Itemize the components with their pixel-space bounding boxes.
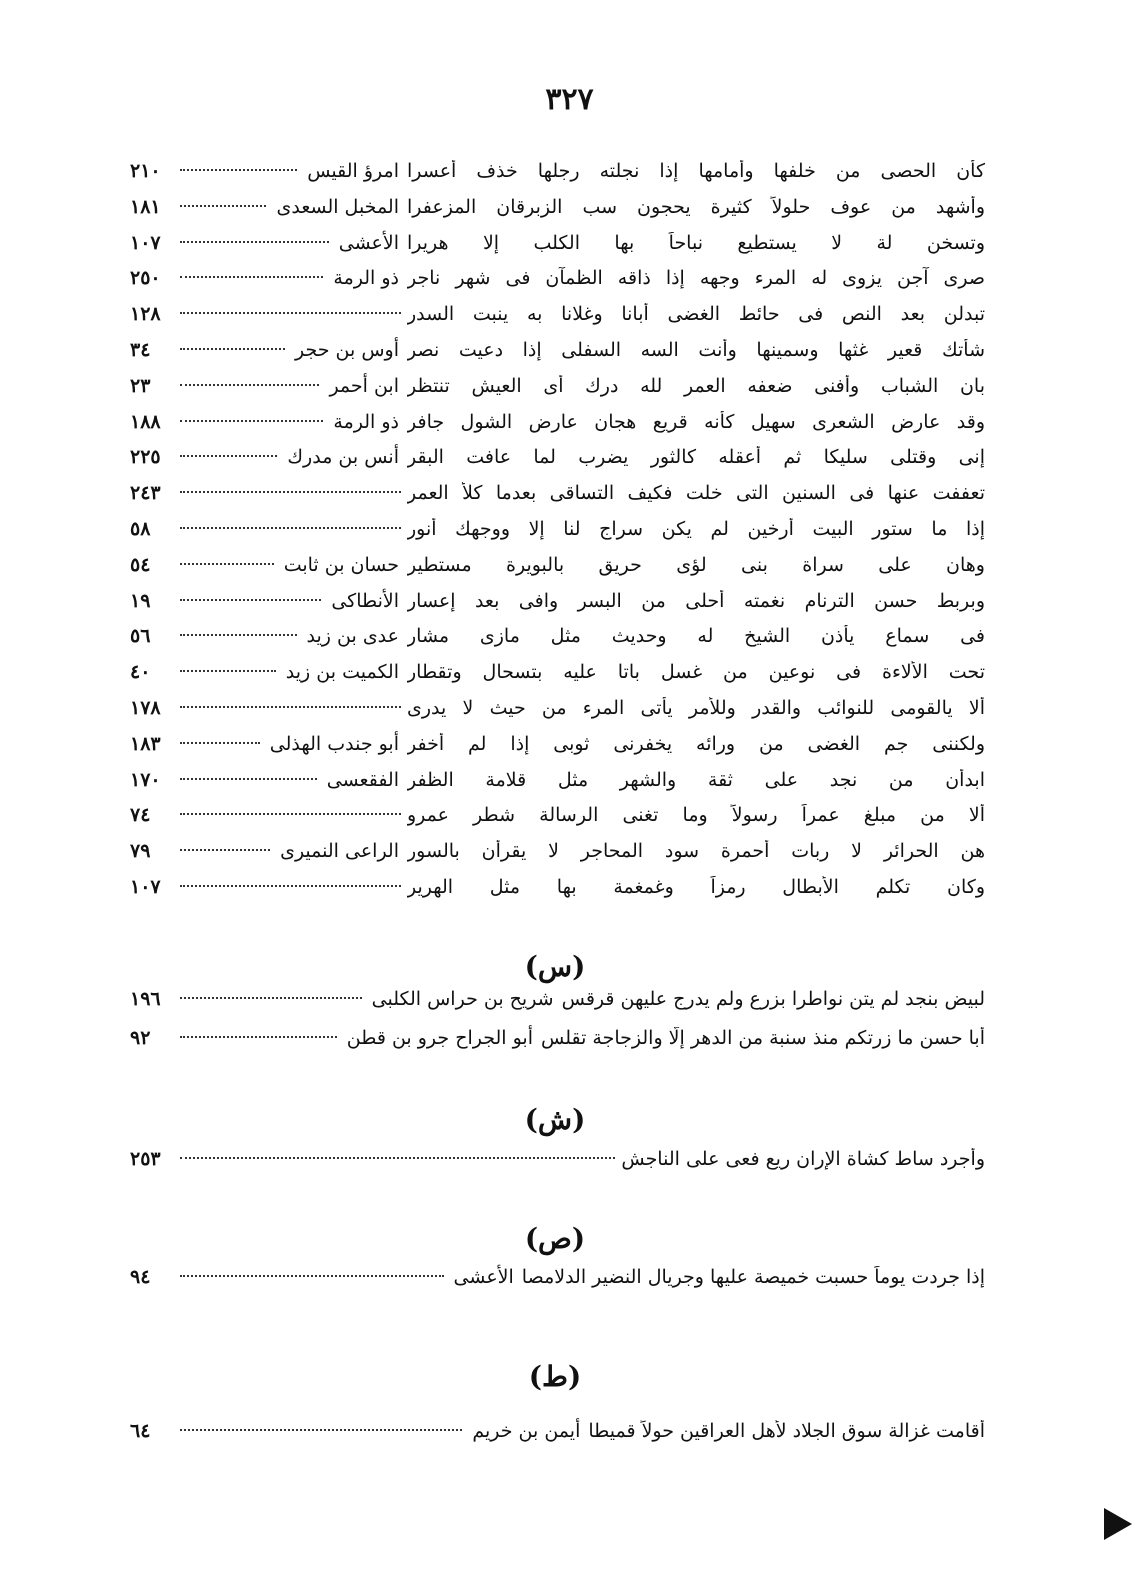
poet-name: عدى بن زيد xyxy=(306,625,399,647)
poet-name: الأعشى xyxy=(338,232,399,254)
page-reference: ٢٥٠ xyxy=(130,267,161,289)
page-number: ٣٢٧ xyxy=(545,82,594,117)
poet-name: حسان بن ثابت xyxy=(283,554,399,576)
poet-name: امرؤ القيس xyxy=(307,160,399,182)
poet-name: الكميت بن زيد xyxy=(285,661,399,683)
verse-text: ابدأن من نجد على ثقة والشهر مثل قلامة الظفر xyxy=(407,769,985,791)
verse-text: شأتك قعير غثها وسمينها وأنت السه السفلى إذا دعيت نصر xyxy=(407,339,985,361)
page-reference: ١٠٧ xyxy=(130,232,161,254)
dot-leader xyxy=(180,455,277,457)
dot-leader xyxy=(180,205,266,207)
verse-text: ألا يالقومى للنوائب والقدر وللأمر يأتى المرء من حيث لا يدرى xyxy=(407,697,985,719)
verse-text: وأجرد ساط كشاة الإران ريع فعى على الناجش xyxy=(621,1148,985,1170)
dot-leader xyxy=(180,527,401,529)
dot-leader xyxy=(180,1275,444,1277)
page-reference: ٦٤ xyxy=(130,1420,151,1442)
poet-name: ذو الرمة xyxy=(333,411,399,433)
poet-name: الأنطاكى xyxy=(331,590,399,612)
page-reference: ٥٤ xyxy=(130,554,151,576)
page-reference: ٢١٠ xyxy=(130,160,161,182)
dot-leader xyxy=(180,1036,337,1038)
verse-text: وتسخن لة لا يستطيع نباحاً بها الكلب إلا هريرا xyxy=(407,232,985,254)
poet-name: الراعى النميرى xyxy=(280,840,399,862)
dot-leader xyxy=(180,348,285,350)
verse-row xyxy=(130,446,985,480)
poet-name: أنس بن مدرك xyxy=(287,446,399,468)
dot-leader xyxy=(180,384,319,386)
dot-leader xyxy=(180,491,401,493)
page-reference: ١٩ xyxy=(130,590,151,612)
page-reference: ٩٢ xyxy=(130,1027,151,1049)
page-reference: ٩٤ xyxy=(130,1266,151,1288)
poet-name: الفقعسى xyxy=(326,769,399,791)
verse-text: تبدلن بعد النص فى حائط الغضى أبانا وغلانا به ينبت السدر xyxy=(407,303,985,325)
verse-text: وأشهد من عوف حلولاً كثيرة يحجون سب الزبرقان المزعفرا xyxy=(407,196,985,218)
poet-name: أبو جندب الهذلى xyxy=(269,733,399,755)
poet-name: المخبل السعدى xyxy=(276,196,399,218)
section-letter-heading: (ش) xyxy=(524,1103,586,1136)
dot-leader xyxy=(180,885,401,887)
section-letter-heading: (ص) xyxy=(524,1222,586,1255)
dot-leader xyxy=(180,420,323,422)
verse-text: لبيض بنجد لم يتن نواطرا بزرع ولم يدرج عليهن قرقس xyxy=(561,988,985,1010)
verse-text: تحت الألاءة فى نوعين من غسل باتا عليه بتسحال وتقطار xyxy=(407,661,985,683)
verse-row xyxy=(130,590,985,624)
verse-text: وبربط حسن الترنام نغمته أحلى من البسر وافى بعد إعسار xyxy=(407,590,985,612)
verse-row xyxy=(130,1027,985,1061)
page-reference: ١٩٦ xyxy=(130,988,161,1010)
verse-text: ولكننى جم الغضى من ورائه يخفرنى ثوبى إذا لم أخفر xyxy=(407,733,985,755)
dot-leader xyxy=(180,276,323,278)
verse-row xyxy=(130,661,985,695)
dot-leader xyxy=(180,1157,615,1159)
dot-leader xyxy=(180,1429,462,1431)
verse-row xyxy=(130,232,985,266)
page-reference: ٣٤ xyxy=(130,339,151,361)
verse-row xyxy=(130,625,985,659)
verse-row xyxy=(130,303,985,337)
page-reference: ٢٢٥ xyxy=(130,446,161,468)
verse-row xyxy=(130,733,985,767)
verse-row xyxy=(130,876,985,910)
page-reference: ٧٤ xyxy=(130,804,151,826)
poet-name: أبو الجراح جرو بن قطن xyxy=(346,1027,533,1049)
verse-text: وهان على سراة بنى لؤى حريق بالبويرة مستطير xyxy=(407,554,985,576)
dot-leader xyxy=(180,169,297,171)
verse-text: إذا جردت يوماً حسبت خميصة عليها وجريال النضير الدلامصا xyxy=(521,1266,985,1288)
verse-row xyxy=(130,1420,985,1454)
page-reference: ٢٤٣ xyxy=(130,482,161,504)
poet-name: أيمن بن خريم xyxy=(472,1420,581,1442)
verse-text: هن الحرائر لا ربات أحمرة سود المحاجر لا يقرأن بالسور xyxy=(407,840,985,862)
dot-leader xyxy=(180,813,401,815)
page-reference: ١٢٨ xyxy=(130,303,161,325)
poet-name: الأعشى xyxy=(453,1266,514,1288)
verse-row xyxy=(130,160,985,194)
poet-name: أوس بن حجر xyxy=(295,339,399,361)
verse-row xyxy=(130,482,985,516)
dot-leader xyxy=(180,241,329,243)
dot-leader xyxy=(180,849,270,851)
dot-leader xyxy=(180,706,401,708)
page-reference: ٥٨ xyxy=(130,518,151,540)
verse-row xyxy=(130,988,985,1022)
dot-leader xyxy=(180,634,297,636)
dot-leader xyxy=(180,778,317,780)
page-reference: ١٠٧ xyxy=(130,876,161,898)
page-corner-arrow xyxy=(1104,1508,1132,1540)
verse-row xyxy=(130,267,985,301)
verse-row xyxy=(130,804,985,838)
poet-name: شريح بن حراس الكلبى xyxy=(371,988,554,1010)
verse-row xyxy=(130,518,985,552)
verse-row xyxy=(130,769,985,803)
verse-text: إذا ما ستور البيت أرخين لم يكن سراج لنا إلا ووجهك أنور xyxy=(407,518,985,540)
page-reference: ٢٣ xyxy=(130,375,151,397)
verse-row xyxy=(130,554,985,588)
verse-text: كأن الحصى من خلفها وأمامها إذا نجلته رجلها خذف أعسرا xyxy=(407,160,985,182)
verse-row xyxy=(130,375,985,409)
page-reference: ٤٠ xyxy=(130,661,151,683)
verse-row xyxy=(130,411,985,445)
verse-text: صرى آجن يزوى له المرء وجهه إذا ذاقه الظمآن فى شهر ناجر xyxy=(407,267,985,289)
page-reference: ١٨٨ xyxy=(130,411,161,433)
verse-text: إنى وقتلى سليكا ثم أعقله كالثور يضرب لما عافت البقر xyxy=(407,446,985,468)
poet-name: ابن أحمر xyxy=(329,375,399,397)
verse-text: أبا حسن ما زرتكم منذ سنبة من الدهر إلّا والزجاجة تقلس xyxy=(540,1027,985,1049)
verse-row xyxy=(130,840,985,874)
section-letter-heading: (س) xyxy=(524,950,586,983)
page-reference: ٢٥٣ xyxy=(130,1148,161,1170)
verse-text: ألا من مبلغ عمراً رسولاً وما تغنى الرسالة شطر عمرو xyxy=(407,804,985,826)
page-reference: ٧٩ xyxy=(130,840,151,862)
dot-leader xyxy=(180,670,276,672)
page-reference: ١٧٠ xyxy=(130,769,161,791)
section-letter-heading: (ط) xyxy=(528,1360,582,1393)
verse-row xyxy=(130,1148,985,1182)
verse-text: تعففت عنها فى السنين التى خلت فكيف التساقى بعدما كلأ العمر xyxy=(407,482,985,504)
verse-row xyxy=(130,339,985,373)
verse-row xyxy=(130,1266,985,1300)
verse-text: بان الشباب وأفنى ضعفه العمر لله درك أى العيش تنتظر xyxy=(407,375,985,397)
dot-leader xyxy=(180,312,401,314)
verse-text: أقامت غزالة سوق الجلاد لأهل العراقين حولاً قميطا xyxy=(588,1420,985,1442)
page-reference: ١٨٣ xyxy=(130,733,161,755)
dot-leader xyxy=(180,997,362,999)
dot-leader xyxy=(180,599,321,601)
dot-leader xyxy=(180,563,274,565)
verse-row xyxy=(130,196,985,230)
page-reference: ٥٦ xyxy=(130,625,151,647)
dot-leader xyxy=(180,742,260,744)
poet-name: ذو الرمة xyxy=(333,267,399,289)
page-reference: ١٧٨ xyxy=(130,697,161,719)
page-reference: ١٨١ xyxy=(130,196,161,218)
verse-text: وقد عارض الشعرى سهيل كأنه قريع هجان عارض الشول جافر xyxy=(407,411,985,433)
verse-text: وكان تكلم الأبطال رمزاً وغمغمة بها مثل الهرير xyxy=(407,876,985,898)
verse-text: فى سماع يأذن الشيخ له وحديث مثل مازى مشار xyxy=(407,625,985,647)
verse-row xyxy=(130,697,985,731)
